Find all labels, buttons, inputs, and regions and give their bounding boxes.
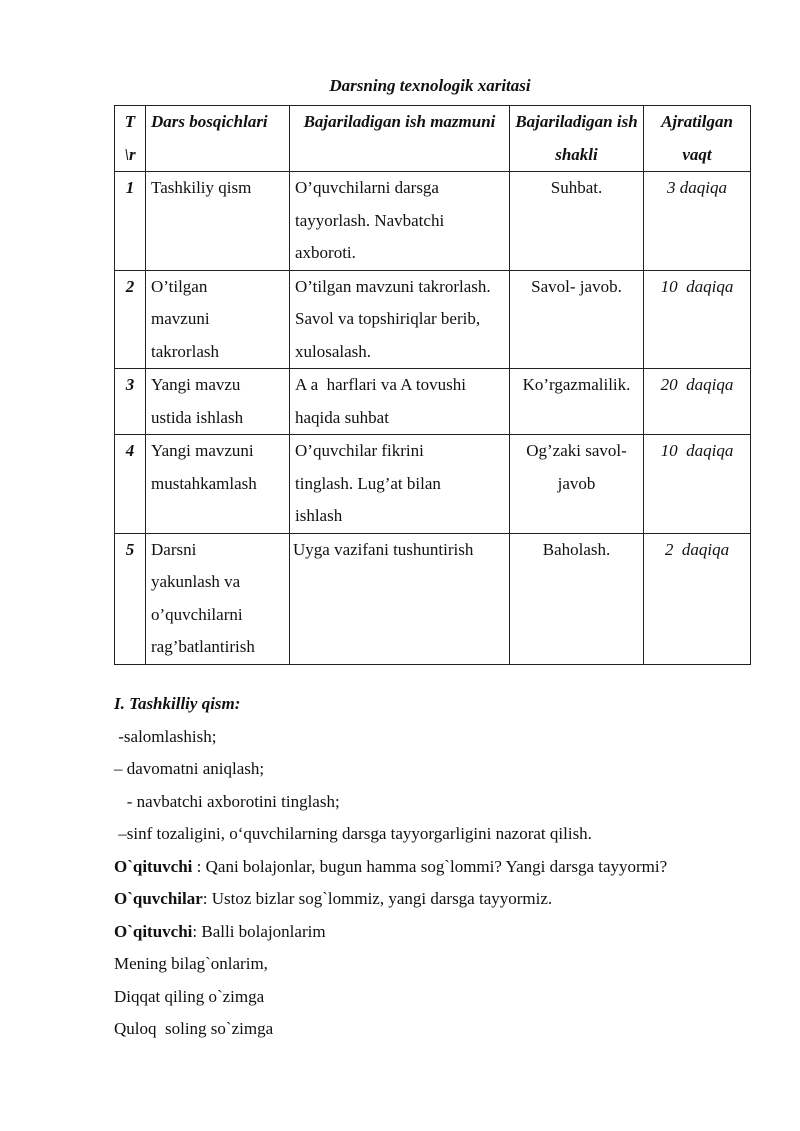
speaker-name: O`qituvchi	[114, 856, 193, 876]
speech-text: : Qani bolajonlar, bugun hamma sog`lommi? Yangi darsga tayyormi?	[192, 856, 668, 876]
list-item: -salomlashish;	[114, 726, 217, 746]
row-stage: Yangi mavzu ustida ishlash	[146, 369, 290, 435]
header-stage: Dars bosqichlari	[146, 106, 290, 172]
lesson-text	[114, 688, 754, 1046]
row-number: 5	[115, 533, 146, 664]
header-form: Bajariladigan ish shakli	[510, 106, 644, 172]
row-time: 3 daqiqa	[644, 172, 751, 271]
poem-line: Quloq soling so`zimga	[114, 1019, 274, 1038]
row-content: O’quvchilar fikrini tinglash. Lug’at bilan ishlash	[290, 435, 510, 534]
row-time: 2 daqiqa	[644, 533, 751, 664]
row-number: 1	[115, 172, 146, 271]
row-form: Suhbat.	[510, 172, 644, 271]
dialogue-line	[114, 916, 754, 949]
document-title: Darsning texnologik xaritasi	[329, 76, 531, 95]
table-row	[115, 369, 751, 435]
row-number: 4	[115, 435, 146, 534]
lesson-plan-table	[114, 105, 751, 665]
row-stage: Darsni yakunlash va o’quvchilarni rag’batlantirish	[146, 533, 290, 664]
table-header-row	[115, 106, 751, 172]
row-form: Og’zaki savol- javob	[510, 435, 644, 534]
header-number: T\r	[115, 106, 146, 172]
row-form: Savol- javob.	[510, 270, 644, 369]
header-content: Bajariladigan ish mazmuni	[290, 106, 510, 172]
table-row	[115, 435, 751, 534]
dialogue-line	[114, 883, 754, 916]
speaker-name: O`qituvchi	[114, 921, 193, 941]
list-item: –sinf tozaligini, o‘quvchilarning darsga tayyorgarligini nazorat qilish.	[114, 824, 592, 843]
row-stage: Tashkiliy qism	[146, 172, 290, 271]
table-row	[115, 172, 751, 271]
row-content: O’quvchilarni darsga tayyorlash. Navbatchi axboroti.	[290, 172, 510, 271]
row-stage: O’tilgan mavzuni takrorlash	[146, 270, 290, 369]
row-number: 2	[115, 270, 146, 369]
table-row	[115, 270, 751, 369]
row-content: Uyga vazifani tushuntirish	[290, 533, 510, 664]
row-time: 10 daqiqa	[644, 270, 751, 369]
row-time: 20 daqiqa	[644, 369, 751, 435]
speaker-name: O`quvchilar	[114, 889, 203, 908]
list-item: - navbatchi axborotini tinglash;	[114, 791, 340, 811]
header-time: Ajratilgan vaqt	[644, 106, 751, 172]
row-stage: Yangi mavzuni mustahkamlash	[146, 435, 290, 534]
poem-line: Mening bilag`onlarim,	[114, 954, 268, 973]
row-form: Ko’rgazmalilik.	[510, 369, 644, 435]
dialogue-line	[114, 851, 754, 884]
list-item: – davomatni aniqlash;	[114, 759, 265, 778]
section-heading: I. Tashkilliy qism:	[114, 694, 241, 713]
row-time: 10 daqiqa	[644, 435, 751, 534]
speech-text: : Ustoz bizlar sog`lommiz, yangi darsga tayyormiz.	[202, 889, 553, 908]
row-form: Baholash.	[510, 533, 644, 664]
speech-text: : Balli bolajonlarim	[192, 921, 326, 941]
table-row	[115, 533, 751, 664]
poem-line: Diqqat qiling o`zimga	[114, 986, 265, 1006]
row-content: O’tilgan mavzuni takrorlash. Savol va topshiriqlar berib, xulosalash.	[290, 270, 510, 369]
row-number: 3	[115, 369, 146, 435]
row-content: A a harflari va A tovushi haqida suhbat	[290, 369, 510, 435]
